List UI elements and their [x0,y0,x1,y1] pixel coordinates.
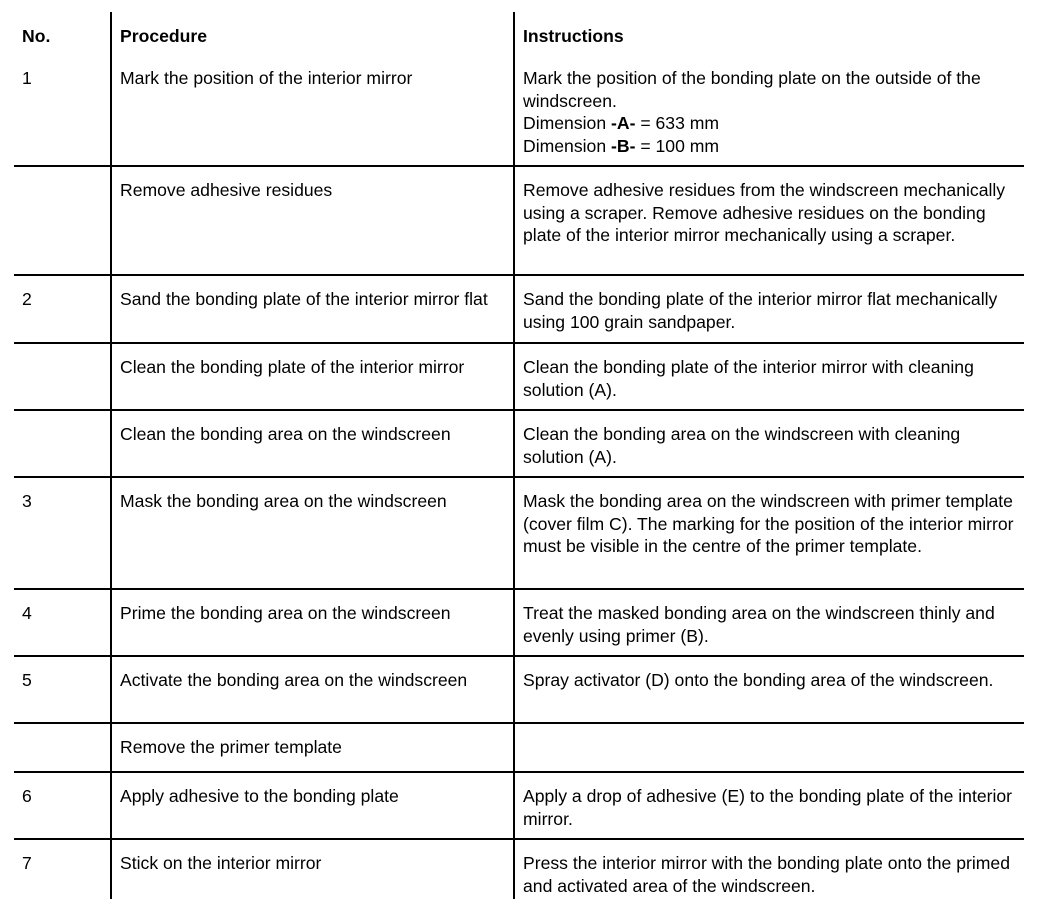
table-row [14,343,1024,410]
step-number [14,723,111,772]
instructions-cell: Treat the masked bonding area on the windscreen thinly and evenly using primer (B). [523,603,995,646]
step-number: 3 [14,477,111,589]
step-number: 1 [14,55,111,166]
table-row [14,589,1024,656]
step-number: 7 [14,839,111,899]
table-row [14,656,1024,723]
instructions-cell [514,723,1024,772]
dimension-label: -B- [611,135,636,156]
instructions-cell: Spray activator (D) onto the bonding area of the windscreen. [523,670,994,690]
procedure-cell: Mark the position of the interior mirror [111,55,514,166]
table-row [14,275,1024,343]
instructions-cell: Mask the bonding area on the windscreen with primer template (cover film C). The marking for the position of the interior mirror must be visible in the centre of the primer template. [523,491,1014,556]
table-row [14,772,1024,839]
instructions-cell: Sand the bonding plate of the interior mirror flat mechanically using 100 grain sandpaper. [523,289,998,332]
instructions-text: Mark the position of the bonding plate on the outside of the windscreen. [523,68,981,111]
procedure-cell: Prime the bonding area on the windscreen [111,589,514,656]
dimension-label: -A- [611,113,636,133]
procedure-cell: Clean the bonding plate of the interior mirror [111,343,514,410]
step-number [14,410,111,477]
instructions-cell: Clean the bonding area on the windscreen with cleaning solution (A). [523,424,961,467]
step-number [14,343,111,410]
table-header-row [14,12,1024,55]
step-number: 6 [14,772,111,839]
table-row [14,166,1024,275]
instructions-cell: Press the interior mirror with the bonding plate onto the primed and activated area of the windscreen. [523,853,1011,896]
header-no: No. [14,12,111,55]
step-number [14,166,111,275]
dimension-line: Dimension -A- = 633 mm [523,113,720,133]
procedure-cell: Stick on the interior mirror [111,839,514,899]
procedure-cell: Remove the primer template [111,723,514,772]
procedure-document [14,12,1024,899]
procedure-table [14,12,1024,899]
dimension-line: Dimension -B- = 100 mm [523,135,720,156]
step-number: 5 [14,656,111,723]
procedure-cell: Apply adhesive to the bonding plate [111,772,514,839]
header-procedure: Procedure [111,12,514,55]
instructions-cell [514,55,1024,166]
table-row [14,839,1024,899]
table-row [14,410,1024,477]
procedure-cell: Clean the bonding area on the windscreen [111,410,514,477]
procedure-cell: Remove adhesive residues [111,166,514,275]
step-number: 2 [14,275,111,343]
instructions-cell: Clean the bonding plate of the interior mirror with cleaning solution (A). [523,357,974,400]
table-row [14,55,1024,166]
table-row [14,477,1024,589]
instructions-cell: Remove adhesive residues from the windscreen mechanically using a scraper. Remove adhesive residues on the bonding plate of the interior mirror mechanically using a scraper. [523,180,1006,245]
step-number: 4 [14,589,111,656]
header-instructions: Instructions [523,26,624,46]
instructions-cell: Apply a drop of adhesive (E) to the bonding plate of the interior mirror. [523,786,1013,829]
procedure-cell: Sand the bonding plate of the interior mirror flat [111,275,514,343]
procedure-cell: Activate the bonding area on the windscreen [111,656,514,723]
procedure-cell: Mask the bonding area on the windscreen [111,477,514,589]
table-row [14,723,1024,772]
